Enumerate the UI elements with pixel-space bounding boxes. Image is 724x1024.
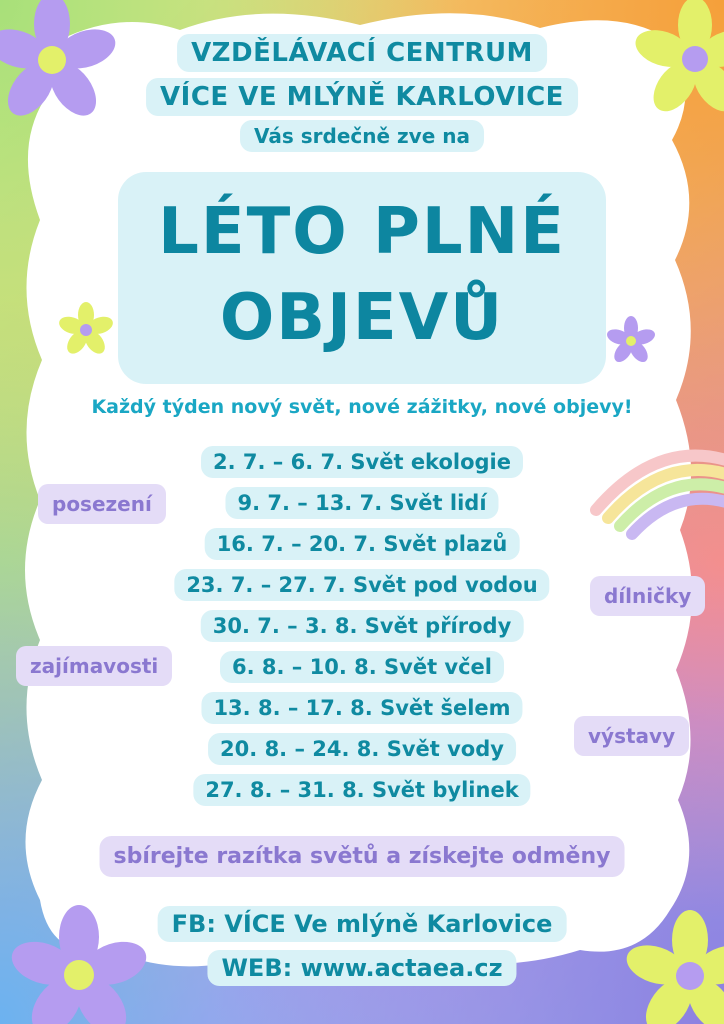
tagline: Každý týden nový svět, nové zážitky, nové objevy! bbox=[91, 396, 633, 418]
invite-text: Vás srdečně zve na bbox=[240, 120, 484, 152]
contact-web: WEB: www.actaea.cz bbox=[207, 950, 516, 986]
rainbow-icon bbox=[586, 440, 724, 540]
header-line-2: VÍCE VE MLÝNĚ KARLOVICE bbox=[146, 78, 578, 116]
side-label-zajimavosti: zajímavosti bbox=[16, 646, 172, 686]
week-item: 27. 8. – 31. 8. Svět bylinek bbox=[193, 774, 530, 806]
week-item: 23. 7. – 27. 7. Svět pod vodou bbox=[174, 569, 549, 601]
week-item: 16. 7. – 20. 7. Svět plazů bbox=[205, 528, 520, 560]
flower-icon bbox=[630, 0, 724, 124]
flower-icon bbox=[0, 0, 122, 130]
contact-fb: FB: VÍCE Ve mlýně Karlovice bbox=[158, 906, 567, 942]
flower-icon bbox=[4, 900, 154, 1024]
flower-icon bbox=[56, 300, 116, 360]
side-label-vystavy: výstavy bbox=[574, 716, 689, 756]
week-item: 6. 8. – 10. 8. Svět včel bbox=[220, 651, 504, 683]
side-label-dilnicky: dílničky bbox=[590, 576, 705, 616]
title-box bbox=[118, 172, 606, 384]
flower-icon bbox=[604, 314, 658, 368]
stamps-note: sbírejte razítka světů a získejte odměny bbox=[100, 836, 625, 877]
week-item: 9. 7. – 13. 7. Svět lidí bbox=[225, 487, 498, 519]
week-item: 30. 7. – 3. 8. Svět přírody bbox=[201, 610, 524, 642]
week-item: 13. 8. – 17. 8. Svět šelem bbox=[201, 692, 522, 724]
week-item: 2. 7. – 6. 7. Svět ekologie bbox=[201, 446, 523, 478]
flower-icon bbox=[620, 906, 724, 1024]
week-item: 20. 8. – 24. 8. Svět vody bbox=[208, 733, 516, 765]
title-line-2: OBJEVŮ bbox=[219, 281, 505, 355]
side-label-posezeni: posezení bbox=[38, 484, 166, 524]
header-line-1: VZDĚLÁVACÍ CENTRUM bbox=[177, 34, 547, 72]
title-line-1: LÉTO PLNÉ bbox=[158, 195, 566, 269]
